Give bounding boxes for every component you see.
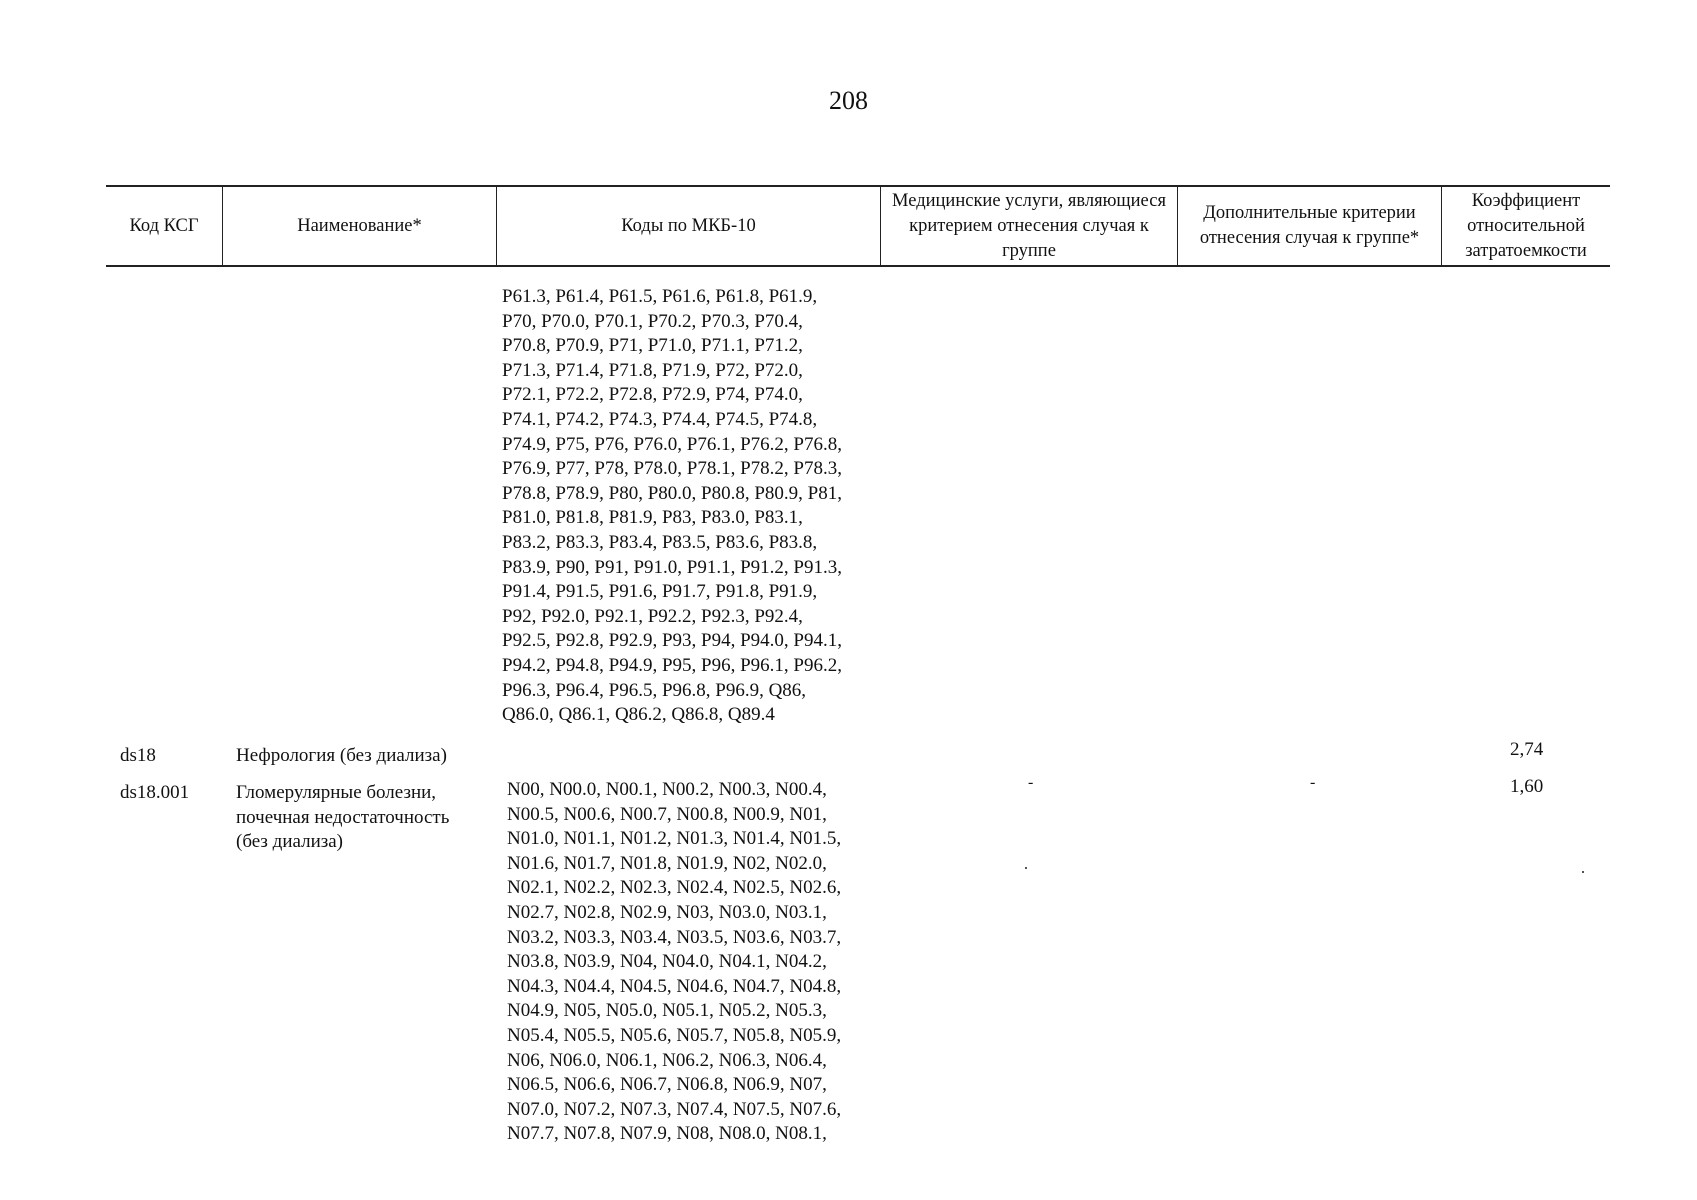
header-icd-codes: Коды по МКБ-10: [497, 187, 881, 265]
header-ksg-code: Код КСГ: [106, 187, 223, 265]
row-ds18001-additional-criteria: -: [1310, 774, 1316, 791]
continued-icd-codes: P61.3, P61.4, P61.5, P61.6, P61.8, P61.9, P70, P70.0, P70.1, P70.2, P70.3, P70.4, P70.8, P70.9, P71, P71.0, P71.1, P71.2, P71.3, P71.4, P71.8, P71.9, P72, P72.0, P72.1, P72.2, P72.8, P72.9, P74, P74.0, P74.1, P74.2, P74.3, P74.4, P74.5, P74.8, P74.9, P75, P76, P76.0, P76.1, P76.2, P76.8, P76.9, P77, P78, P78.0, P78.1, P78.2, P78.3, P78.8, P78.9, P80, P80.0, P80.8, P80.9, P81, P81.0, P81.8, P81.9, P83, P83.0, P83.1, P83.2, P83.3, P83.4, P83.5, P83.6, P83.8, P83.9, P90, P91, P91.0, P91.1, P91.2, P91.3, P91.4, P91.5, P91.6, P91.7, P91.8, P91.9, P92, P92.0, P92.1, P92.2, P92.3, P92.4, P92.5, P92.8, P92.9, P93, P94, P94.0, P94.1, P94.2, P94.8, P94.9, P95, P96, P96.1, P96.2, P96.3, P96.4, P96.5, P96.8, P96.9, Q86, Q86.0, Q86.1, Q86.2, Q86.8, Q89.4: [502, 286, 842, 726]
row-ds18001-icd-codes: N00, N00.0, N00.1, N00.2, N00.3, N00.4, N00.5, N00.6, N00.7, N00.8, N00.9, N01, N01.0, N01.1, N01.2, N01.3, N01.4, N01.5, N01.6, N01.7, N01.8, N01.9, N02, N02.0, N02.1, N02.2, N02.3, N02.4, N02.5, N02.6, N02.7, N02.8, N02.9, N03, N03.0, N03.1, N03.2, N03.3, N03.4, N03.5, N03.6, N03.7, N03.8, N03.9, N04, N04.0, N04.1, N04.2, N04.3, N04.4, N04.5, N04.6, N04.7, N04.8, N04.9, N05, N05.0, N05.1, N05.2, N05.3, N05.4, N05.5, N05.6, N05.7, N05.8, N05.9, N06, N06.0, N06.1, N06.2, N06.3, N06.4, N06.5, N06.6, N06.7, N06.8, N06.9, N07, N07.0, N07.2, N07.3, N07.4, N07.5, N07.6, N07.7, N07.8, N07.9, N08, N08.0, N08.1,: [507, 779, 842, 1145]
row-ds18-coefficient: 2,74: [1510, 739, 1544, 760]
row-ds18-code: ds18: [120, 745, 156, 766]
scan-speck: [1582, 871, 1584, 873]
table-header: [106, 185, 1610, 267]
header-medical-services: Медицинские услуги, являющиеся критерием отнесения случая к группе: [881, 187, 1178, 265]
header-coefficient: Коэффициент относительной затратоемкости: [1465, 190, 1587, 261]
row-ds18001-name: Гломерулярные болезни, почечная недостаточность (без диализа): [236, 782, 450, 853]
row-ds18-name: Нефрология (без диализа): [236, 745, 447, 766]
row-ds18001-coefficient: 1,60: [1510, 776, 1544, 797]
header-name: Наименование*: [223, 187, 497, 265]
row-ds18001-medical-services: -: [1028, 774, 1034, 791]
page-number: 208: [829, 86, 868, 115]
header-additional-criteria: Дополнительные критерии отнесения случая к группе*: [1178, 187, 1442, 265]
scan-speck: [1025, 867, 1027, 869]
row-ds18001-code: ds18.001: [120, 782, 190, 803]
